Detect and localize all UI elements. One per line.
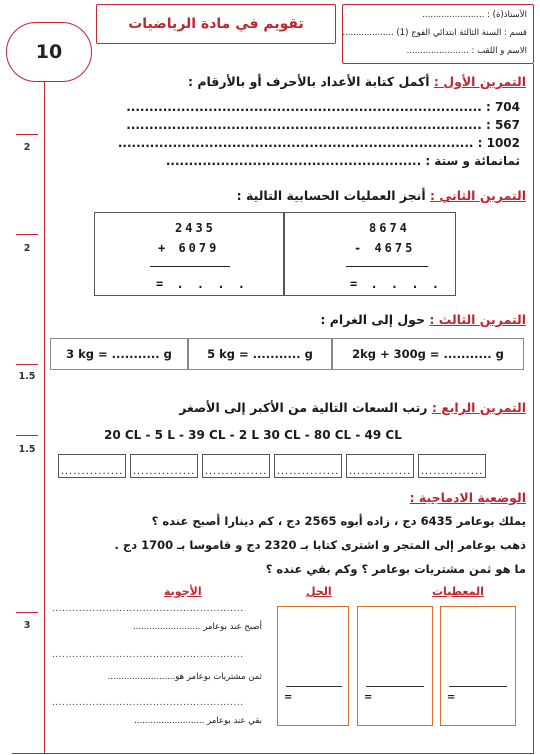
page-title: تقويم في مادة الرياضيات xyxy=(128,16,304,32)
exercise2-label: التمرين الثاني : xyxy=(430,188,526,203)
exercise3-label: التمرين الثالث : xyxy=(429,312,526,327)
solution-column-heading: الحل xyxy=(306,585,332,598)
exercise4-title xyxy=(179,400,526,415)
exercise1-title xyxy=(188,74,526,89)
conversion-5kg[interactable]: 5 kg = ........... g xyxy=(188,338,332,370)
exercise5-title xyxy=(410,490,526,505)
solution-line-3 xyxy=(449,686,507,687)
solution-box-3[interactable] xyxy=(440,606,516,726)
title-box xyxy=(96,4,336,44)
margin-divider xyxy=(44,82,45,754)
total-score: 10 xyxy=(35,41,63,63)
score-ex4: 1.5 xyxy=(18,444,36,455)
exercise1-instruction: أكمل كتابة الأعداد بالأحرف أو بالأرقام : xyxy=(187,74,430,89)
order-slot-5[interactable]: ............... xyxy=(346,454,414,478)
answers-column-heading: الأجوبة xyxy=(164,585,202,598)
answer-dots-bottom: ......................................................... xyxy=(52,698,244,708)
class-label: قسم : السنة الثالثة ابتدائي الفوج (1) ................... xyxy=(342,28,527,38)
exercise1-label: التمرين الأول : xyxy=(433,74,526,89)
addition-bottom: + 6079 xyxy=(158,241,220,255)
exercise2-title xyxy=(237,188,526,203)
capacities-list: 20 CL - 5 L - 39 CL - 2 L 30 CL - 80 CL - 49 CL xyxy=(104,428,402,442)
score-ex5: 3 xyxy=(23,620,31,631)
order-slot-3[interactable]: ............... xyxy=(202,454,270,478)
exercise2-instruction: أنجز العمليات الحسابية التالية : xyxy=(236,188,426,203)
addition-result[interactable]: = . . . . xyxy=(156,277,249,291)
exercise5-label: الوضعية الادماجية : xyxy=(409,490,526,505)
equals-sign-1: = xyxy=(284,692,293,703)
order-slot-4[interactable]: ............... xyxy=(274,454,342,478)
exercise3-title xyxy=(320,312,526,327)
total-score-circle xyxy=(6,22,92,82)
answer-line-1[interactable]: أصبح عند بوعامر ......................... xyxy=(132,622,262,632)
conversion-3kg[interactable]: 3 kg = ........... g xyxy=(50,338,188,370)
subtraction-result[interactable]: = . . . . xyxy=(350,277,443,291)
answer-line-3[interactable]: بقي عند بوعامر .......................... xyxy=(134,716,262,726)
header-info-box xyxy=(342,4,534,64)
problem-line-3: ما هو ثمن مشتريات بوعامر ؟ وكم بقي عنده ؟ xyxy=(265,562,526,576)
teacher-label: الأستاذ(ة) : ....................... xyxy=(422,10,527,20)
data-column-heading: المعطيات xyxy=(432,585,484,598)
order-slot-1[interactable]: ............... xyxy=(58,454,126,478)
solution-box-2[interactable] xyxy=(357,606,433,726)
ex1-line-567[interactable]: .............................................................................. : 567 xyxy=(126,118,520,132)
exercise4-instruction: رتب السعات التالية من الأكبر إلى الأصغر xyxy=(179,400,428,415)
order-slot-6[interactable]: ............... xyxy=(418,454,486,478)
subtraction-rule xyxy=(346,266,428,267)
right-border xyxy=(533,64,534,754)
score-bar-ex3 xyxy=(16,364,38,365)
addition-rule xyxy=(150,266,230,267)
score-bar-ex5 xyxy=(16,612,38,613)
score-bar-ex2 xyxy=(16,234,38,235)
exercise3-instruction: حول إلى الغرام : xyxy=(320,312,426,327)
equals-sign-3: = xyxy=(447,692,456,703)
ex1-line-words[interactable]: ثمانمائة و ستة : ........................................................ xyxy=(165,154,520,168)
solution-box-1[interactable] xyxy=(277,606,349,726)
score-ex1: 2 xyxy=(23,142,31,153)
equals-sign-2: = xyxy=(364,692,373,703)
subtraction-top: 8674 xyxy=(369,221,410,235)
bottom-border xyxy=(12,753,534,754)
problem-line-2: ذهب بوعامر إلى المتجر و اشترى كتابا بـ 2320 دج و قاموسا بـ 1700 دج . xyxy=(114,538,526,552)
subtraction-bottom: - 4675 xyxy=(354,241,416,255)
order-slot-2[interactable]: ............... xyxy=(130,454,198,478)
score-bar-ex1 xyxy=(16,134,38,135)
ex1-line-1002[interactable]: .............................................................................. : 1002 xyxy=(117,136,520,150)
answer-dots-top: ......................................................... xyxy=(52,604,244,614)
student-name-label: الاسم و اللقب : ....................... xyxy=(406,46,527,56)
problem-line-1: يملك بوعامر 6435 دج ، زاده أبوه 2565 دج ، كم دينارا أصبح عنده ؟ xyxy=(151,514,526,528)
ex1-line-704[interactable]: .............................................................................. : 704 xyxy=(126,100,520,114)
solution-line-1 xyxy=(286,686,342,687)
solution-line-2 xyxy=(366,686,424,687)
answer-dots-middle: ......................................................... xyxy=(52,650,244,660)
exercise4-label: التمرين الرابع : xyxy=(431,400,526,415)
addition-top: 2435 xyxy=(175,221,216,235)
score-ex3: 1.5 xyxy=(18,371,36,382)
answer-line-2[interactable]: ثمن مشتريات بوعامر هو......................... xyxy=(107,672,262,682)
score-bar-ex4 xyxy=(16,435,38,436)
score-ex2: 2 xyxy=(23,243,31,254)
conversion-2kg-300g[interactable]: 2kg + 300g = ........... g xyxy=(332,338,524,370)
